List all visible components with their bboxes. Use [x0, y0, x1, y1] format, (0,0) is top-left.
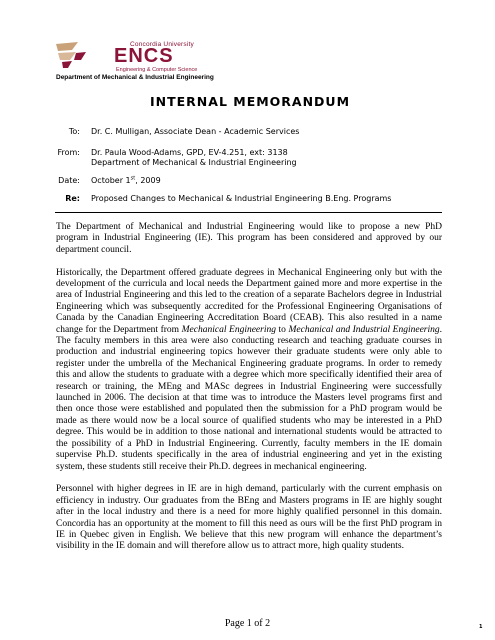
concordia-mark-icon [56, 42, 94, 68]
date-label: Date: [58, 176, 80, 185]
from-label: From: [57, 148, 80, 157]
page-footer: Page 1 of 2 [224, 618, 271, 629]
memo-title: INTERNAL MEMORANDUM [150, 94, 351, 109]
paragraph-2-italic-1: Mechanical Engineering [181, 324, 276, 335]
faculty-name: Engineering & Computer Science [116, 67, 198, 73]
date-value [91, 176, 161, 186]
letterhead-logo [56, 40, 256, 82]
paragraph-3: Personnel with higher degrees in IE are in high demand, particularly with the current emphasis on efficiency in industry. Our graduates from the BEng and Masters programs in IE are highly sought after in the local industry and there is a need for more highly qualified personnel in this domain. Concordia has an opportunity at the moment to fill this need as ours will be the first PhD program in IE in Quebec given in English. We believe that this new program will enhance the department’s visibility in the IE domain and will therefore allow us to attract more, high quality students. [56, 484, 442, 552]
paragraph-2 [56, 268, 442, 473]
faculty-acronym: ENCS [114, 45, 174, 67]
re-value: Proposed Changes to Mechanical & Industrial Engineering B.Eng. Programs [91, 194, 392, 203]
paragraph-2-part-a: Historically, the Department offered graduate degrees in Mechanical Engineering only but with the development of the curricula and local needs the Department gained more and more expertise in the area of Industrial Engineering and this led to the creation of a separate Bachelors degree in Industrial Engineering which was subsequently accredited for the Professional Engineering Organisations of Canada by the Canadian Engineering Accreditation Board (CEAB). This also resulted in a name change for the Department from [56, 267, 442, 335]
date-prefix: October 1 [91, 176, 131, 185]
paragraph-2-italic-2: Mechanical and Industrial Engineering [288, 324, 440, 335]
to-label: To: [68, 127, 80, 136]
header-divider [55, 212, 442, 213]
department-name: Department of Mechanical & Industrial Engineering [56, 74, 214, 81]
page-number: 1 [479, 624, 483, 630]
paragraph-1: The Department of Mechanical and Industrial Engineering would like to propose a new PhD program in Industrial Engineering (IE). This program has been considered and approved by our department council. [56, 222, 442, 255]
paragraph-2-part-c: . The faculty members in this area were also conducting research and teaching graduate courses in production and industrial engineering topics however their graduate students were only able to register under the umbrella of the Mechanical Engineering graduate programs. In order to remedy this and allow the students to graduate with a degree which more specifically identified their area of research or training, the MEng and MASc degrees in Industrial Engineering were successfully launched in 2006. The decision at that time was to introduce the Masters level programs first and then once those were established and populated then the submission for a PhD program would be made as there would now be a local source of qualified students who may be interested in a PhD degree. This would be in addition to those national and international students would be attracted to the possibility of a PhD in Industrial Engineering. Currently, faculty members in the IE domain supervise Ph.D. students specifically in the area of industrial engineering and yet in the existing system, these students still receive their Ph.D. degrees in mechanical engineering. [56, 324, 443, 472]
from-line-1: Dr. Paula Wood-Adams, GPD, EV-4.251, ext: 3138 [91, 148, 288, 157]
from-line-2: Department of Mechanical & Industrial Engineering [91, 158, 297, 167]
to-value: Dr. C. Mulligan, Associate Dean - Academic Services [91, 127, 300, 136]
paragraph-2-part-b: to [275, 324, 289, 335]
date-suffix: , 2009 [135, 176, 161, 185]
from-value [91, 148, 297, 168]
re-label: Re: [65, 194, 80, 203]
date-sup: st [130, 175, 136, 182]
university-name: Concordia University [130, 41, 194, 48]
memo-body [56, 222, 442, 564]
